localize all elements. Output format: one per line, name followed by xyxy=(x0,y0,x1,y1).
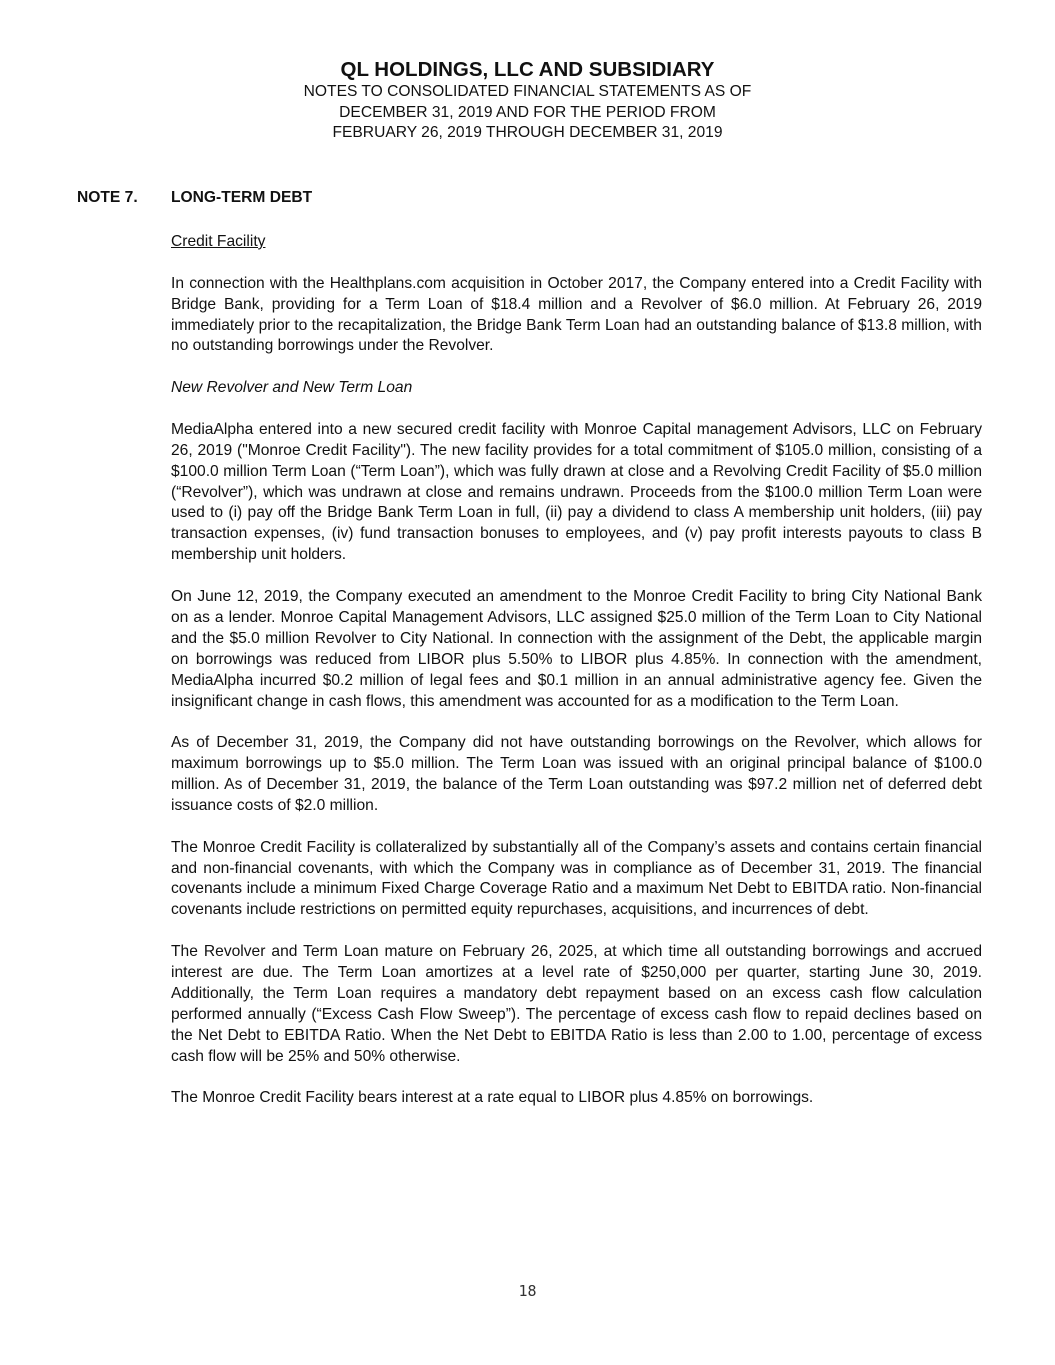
paragraph-covenants: The Monroe Credit Facility is collateralized by substantially all of the Company’s assets and contains certain financial and non-financial covenants, with which the Company was in compliance as of December 31, 2019. The financial covenants include a minimum Fixed Charge Coverage Ratio and a maximum Net Debt to EBITDA ratio. Non-financial covenants include restrictions on permitted equity repurchases, acquisitions, and incurrences of debt. xyxy=(171,838,982,919)
header-line-1: NOTES TO CONSOLIDATED FINANCIAL STATEMENTS AS OF xyxy=(303,83,752,100)
paragraph-monroe-facility: MediaAlpha entered into a new secured credit facility with Monroe Capital management Advisors, LLC on February 26, 2019 ("Monroe Credit Facility"). The new facility provides for a total commitment of $105.0 million, consisting of a $100.0 million Term Loan (“Term Loan”), which was fully drawn at close and a Revolving Credit Facility of $5.0 million (“Revolver”), which was undrawn at close and remains undrawn. Proceeds from the $100.0 million Term Loan were used to (i) pay off the Bridge Bank Term Loan in full, (ii) pay a dividend to class A membership unit holders, (iii) pay transaction expenses, (iv) fund transaction bonuses to employees, and (v) pay profit interests payouts to class B membership unit holders. xyxy=(171,420,982,564)
paragraph-amendment: On June 12, 2019, the Company executed an amendment to the Monroe Credit Facility to bring City National Bank on as a lender. Monroe Capital Management Advisors, LLC assigned $25.0 million of the Term Loan to City National and the $5.0 million Revolver to City National. In connection with the assignment of the Debt, the applicable margin on borrowings was reduced from LIBOR plus 5.50% to LIBOR plus 4.85%. In connection with the amendment, MediaAlpha incurred $0.2 million of legal fees and $0.1 million in an annual administrative agency fee. Given the insignificant change in cash flows, this amendment was accounted for as a modification to the Term Loan. xyxy=(171,587,982,710)
paragraph-balance: As of December 31, 2019, the Company did not have outstanding borrowings on the Revolver, which allows for maximum borrowings up to $5.0 million. The Term Loan was issued with an original principal balance of $100.0 million. As of December 31, 2019, the balance of the Term Loan outstanding was $97.2 million net of deferred debt issuance costs of $2.0 million. xyxy=(171,734,982,814)
page-number: 18 xyxy=(518,1282,537,1300)
paragraph-interest: The Monroe Credit Facility bears interest at a rate equal to LIBOR plus 4.85% on borrowings. xyxy=(171,1089,814,1107)
note-number: NOTE 7. xyxy=(77,189,138,206)
paragraph-maturity: The Revolver and Term Loan mature on February 26, 2025, at which time all outstanding borrowings and accrued interest are due. The Term Loan amortizes at a level rate of $250,000 per quarter, starting June 30, 2019. Additionally, the Term Loan requires a mandatory debt repayment based on an excess cash flow calculation performed annually (“Excess Cash Flow Sweep”). The percentage of excess cash flow to repaid declines based on the Net Debt to EBITDA Ratio. When the Net Debt to EBITDA Ratio is less than 2.00 to 1.00, percentage of excess cash flow will be 25% and 50% otherwise. xyxy=(171,943,982,1065)
new-revolver-heading: New Revolver and New Term Loan xyxy=(171,379,413,397)
header-line-2: DECEMBER 31, 2019 AND FOR THE PERIOD FROM xyxy=(339,103,716,121)
header-line-3: FEBRUARY 26, 2019 THROUGH DECEMBER 31, 2019 xyxy=(332,124,723,141)
company-name: QL HOLDINGS, LLC AND SUBSIDIARY xyxy=(340,58,715,81)
credit-facility-heading: Credit Facility xyxy=(171,233,266,250)
document-header xyxy=(0,58,1055,144)
note-body xyxy=(171,232,982,1130)
note-title: LONG-TERM DEBT xyxy=(171,189,313,206)
paragraph-bridge-bank: In connection with the Healthplans.com acquisition in October 2017, the Company entered into a Credit Facility with Bridge Bank, providing for a Term Loan of $18.4 million and a Revolver of $6.0 million. At February 26, 2019 immediately prior to the recapitalization, the Bridge Bank Term Loan had an outstanding balance of $13.8 million, with no outstanding borrowings under the Revolver. xyxy=(171,274,982,355)
